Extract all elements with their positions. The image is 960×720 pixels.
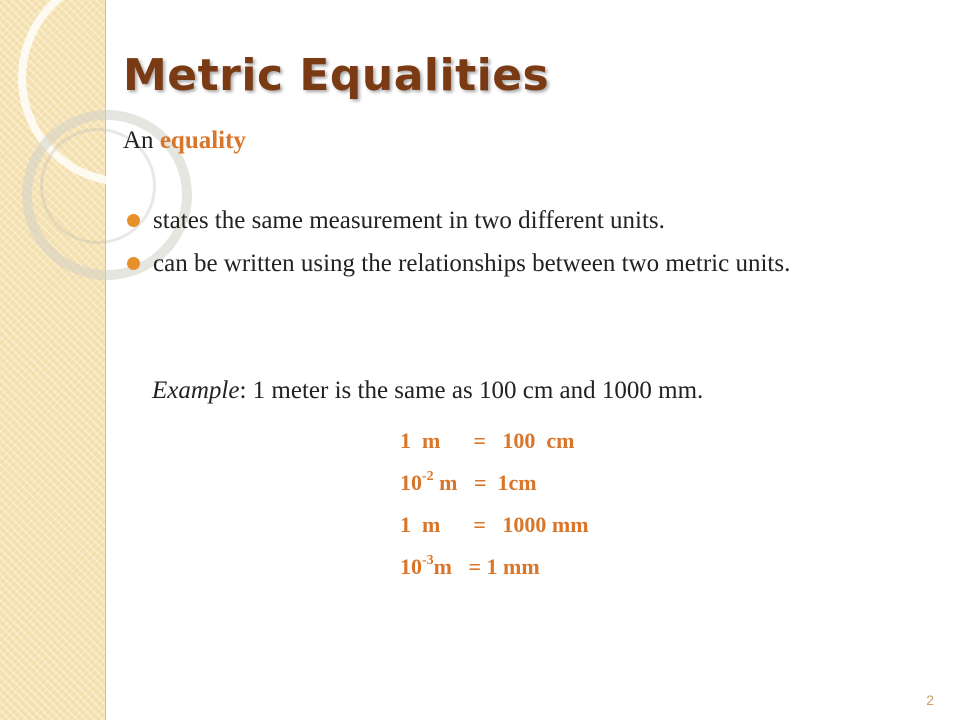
intro-line bbox=[123, 127, 246, 155]
bullet-list bbox=[123, 205, 883, 291]
equality-exponent: -2 bbox=[422, 468, 434, 484]
equality-base: 10 bbox=[400, 470, 422, 495]
example-label: Example bbox=[152, 377, 240, 404]
equality-rest: m = 1 mm bbox=[433, 554, 540, 579]
bullet-text: can be written using the relationships between two metric units. bbox=[153, 250, 791, 277]
bullet-text: states the same measurement in two different units. bbox=[153, 207, 665, 234]
page-number: 2 bbox=[926, 692, 934, 708]
intro-keyword: equality bbox=[159, 127, 246, 154]
intro-prefix: An bbox=[123, 127, 160, 154]
example-text: : 1 meter is the same as 100 cm and 1000 mm. bbox=[239, 377, 704, 404]
equality-line bbox=[400, 470, 537, 496]
equality-rest: m = 1cm bbox=[433, 470, 537, 495]
equality-exponent: -3 bbox=[422, 552, 434, 568]
equality-line bbox=[400, 554, 540, 580]
bullet-dot-icon bbox=[127, 214, 140, 227]
slide-title: Metric Equalities bbox=[123, 50, 550, 101]
bullet-item bbox=[123, 205, 883, 236]
example-line bbox=[152, 377, 703, 405]
bullet-item bbox=[123, 248, 883, 279]
equality-line: 1 m = 100 cm bbox=[400, 428, 575, 453]
equality-line: 1 m = 1000 mm bbox=[400, 512, 589, 537]
equality-base: 10 bbox=[400, 554, 422, 579]
bullet-dot-icon bbox=[127, 257, 140, 270]
